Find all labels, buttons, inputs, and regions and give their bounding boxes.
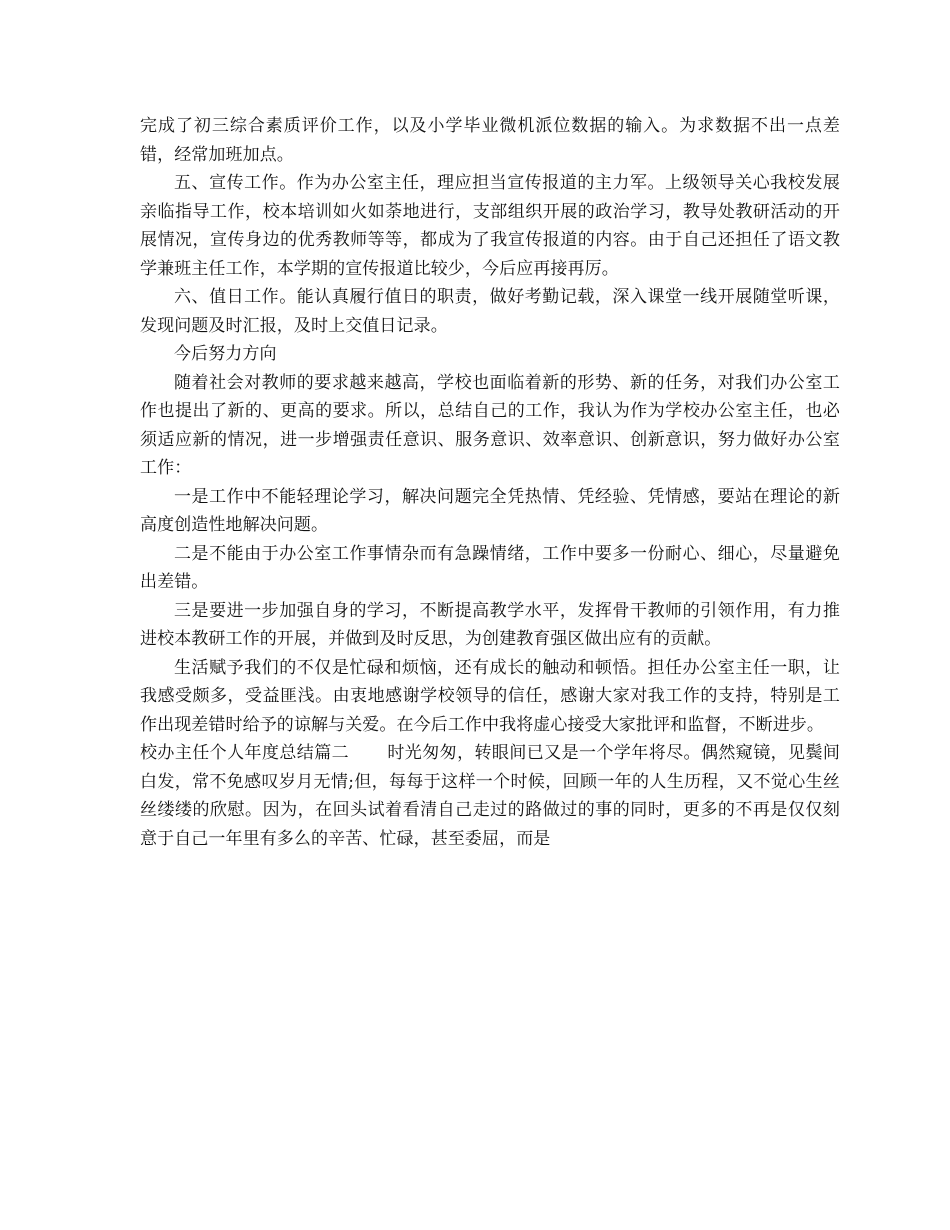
paragraph-7: 二是不能由于办公室工作事情杂而有急躁情绪，工作中要多一份耐心、细心，尽量避免出差错。: [140, 543, 840, 592]
document-page: [140, 112, 840, 853]
paragraph-heading: 今后努力方向: [174, 344, 277, 364]
paragraph-8: 三是要进一步加强自身的学习，不断提高教学水平，发挥骨干教师的引领作用，有力推进校本教研工作的开展，并做到及时反思，为创建教育强区做出应有的贡献。: [140, 600, 840, 649]
section-paragraph: [140, 739, 840, 853]
paragraph-1: 完成了初三综合素质评价工作，以及小学毕业微机派位数据的输入。为求数据不出一点差错，经常加班加点。: [140, 116, 840, 165]
paragraph-3: 六、值日工作。能认真履行值日的职责，做好考勤记载，深入课堂一线开展随堂听课，发现问题及时汇报，及时上交值日记录。: [140, 287, 840, 336]
section-title: 校办主任个人年度总结篇二: [140, 743, 350, 763]
paragraph-9: 生活赋予我们的不仅是忙碌和烦恼，还有成长的触动和顿悟。担任办公室主任一职，让我感受颇多，受益匪浅。由衷地感谢学校领导的信任，感谢大家对我工作的支持，特别是工作出现差错时给予的谅解与关爱。在今后工作中我将虚心接受大家批评和监督，不断进步。: [140, 657, 840, 735]
paragraph-2: 五、宣传工作。作为办公室主任，理应担当宣传报道的主力军。上级领导关心我校发展亲临指导工作，校本培训如火如荼地进行，支部组织开展的政治学习，教导处教研活动的开展情况，宣传身边的优秀教师等等，都成为了我宣传报道的内容。由于自己还担任了语文教学兼班主任工作，本学期的宣传报道比较少，今后应再接再厉。: [140, 173, 840, 279]
paragraph-5: 随着社会对教师的要求越来越高，学校也面临着新的形势、新的任务，对我们办公室工作也提出了新的、更高的要求。所以，总结自己的工作，我认为作为学校办公室主任，也必须适应新的情况，进一步增强责任意识、服务意识、效率意识、创新意识，努力做好办公室工作：: [140, 372, 840, 478]
section-text: 时光匆匆，转眼间已又是一个学年将尽。偶然窥镜，见鬓间白发，常不免感叹岁月无情;但，每每于这样一个时候，回顾一年的人生历程，又不觉心生丝丝缕缕的欣慰。因为，在回头试着看清自己走过的路做过的事的同时，更多的不再是仅仅刻意于自己一年里有多么的辛苦、忙碌，甚至委屈，而是: [140, 743, 841, 849]
paragraph-6: 一是工作中不能轻理论学习，解决问题完全凭热情、凭经验、凭情感，要站在理论的新高度创造性地解决问题。: [140, 486, 840, 535]
